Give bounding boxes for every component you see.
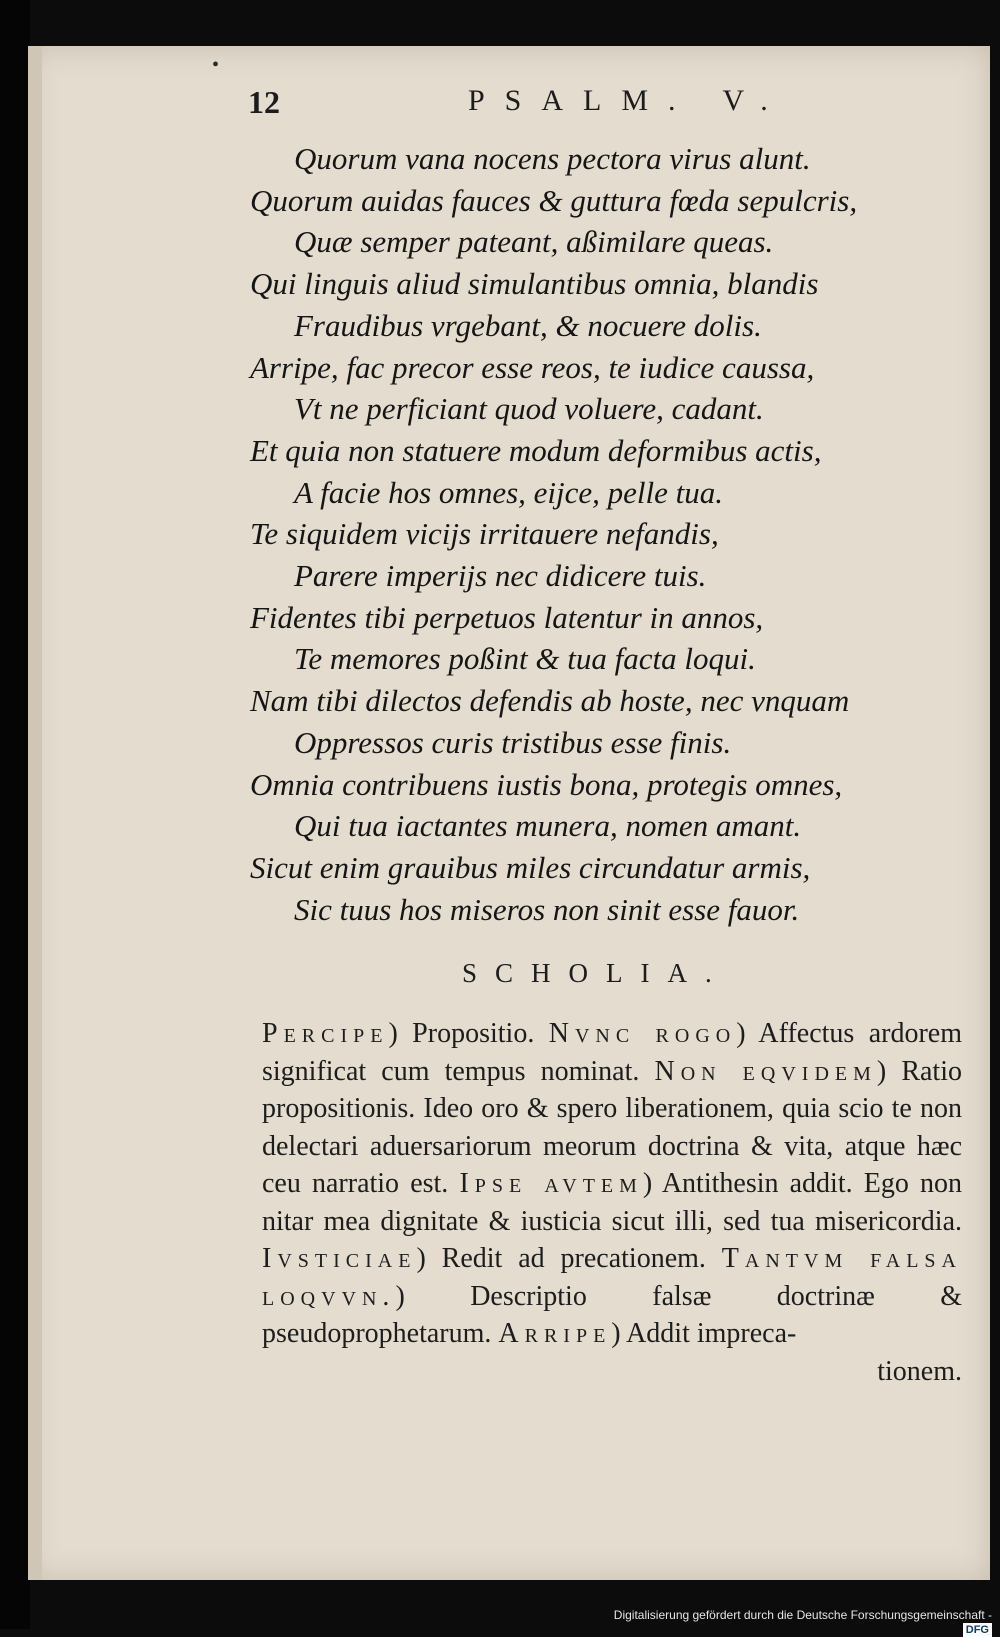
lemma-small-caps: Ivsticiae xyxy=(262,1243,417,1274)
lemma-small-caps: Arripe xyxy=(498,1318,612,1349)
lemma-small-caps: Non eqvidem xyxy=(654,1055,877,1087)
page-header xyxy=(0,84,1000,124)
scholia-heading: SCHOLIA. xyxy=(462,958,730,988)
lemma-small-caps: Tantvm falsa loqvvn. xyxy=(262,1243,962,1312)
verse-line: Quorum auidas fauces & guttura fœda sepulcris, xyxy=(250,182,858,218)
verse-line: Oppressos curis tristibus esse finis. xyxy=(294,724,732,760)
verse-line: Fidentes tibi perpetuos latentur in annos, xyxy=(250,599,764,635)
commentary-text: ) Ratio propositionis. Ideo oro & spero liberationem, quia scio te non delectari aduersariorum meorum doctrina & vita, atque hæc ceu narratio est. xyxy=(262,1055,962,1199)
verse-line: Sicut enim grauibus miles circundatur armis, xyxy=(250,849,811,885)
dfg-logo: DFG xyxy=(963,1623,992,1637)
lemma-small-caps: Nvnc rogo xyxy=(548,1018,737,1049)
running-head: PSALM. V. xyxy=(468,84,788,117)
verse-line: Te siquidem vicijs irritauere nefandis, xyxy=(250,516,719,552)
ink-mark: • xyxy=(212,54,220,76)
verse-line: Quæ semper pateant, aßimilare queas. xyxy=(294,224,774,260)
commentary-text: ) Redit ad precationem. xyxy=(416,1243,722,1274)
verse-line: Parere imperijs nec didicere tuis. xyxy=(294,558,707,594)
verse-line: Te memores poßint & tua facta loqui. xyxy=(294,641,756,677)
commentary-last-word: tionem. xyxy=(877,1355,962,1387)
verse-line: Omnia contribuens iustis bona, protegis omnes, xyxy=(250,766,843,802)
verse-line: Qui tua iactantes munera, nomen amant. xyxy=(294,808,802,844)
commentary-text: ) Affectus ardorem significat cum tempus nominat. xyxy=(262,1018,962,1087)
verse-line: A facie hos omnes, eijce, pelle tua. xyxy=(294,474,724,510)
verse-line: Vt ne perficiant quod voluere, cadant. xyxy=(294,391,764,427)
commentary-text: ) Antithesin addit. Ego non nitar mea dignitate & iusticia sicut illi, sed tua misericordia. xyxy=(262,1168,962,1237)
page-edge xyxy=(28,46,42,1580)
scan-background xyxy=(0,0,30,1629)
scholia-commentary xyxy=(262,1015,962,1390)
verse-line: Sic tuus hos miseros non sinit esse fauor. xyxy=(294,891,800,927)
verse-line: Et quia non statuere modum deformibus actis, xyxy=(250,432,822,468)
verse-line: Arripe, fac precor esse reos, te iudice caussa, xyxy=(250,349,815,385)
verse-line: Quorum vana nocens pectora virus alunt. xyxy=(294,141,811,176)
commentary-text: ) Descriptio falsæ doctrinæ & pseudoprophetarum. xyxy=(262,1280,962,1349)
commentary-text: ) Addit impreca- xyxy=(611,1318,797,1349)
verse-line: Fraudibus vrgebant, & nocuere dolis. xyxy=(294,307,762,343)
commentary-text: ) Propositio. xyxy=(388,1018,549,1049)
poem-verses xyxy=(250,138,970,930)
footer-text: Digitalisierung gefördert durch die Deutsche Forschungsgemeinschaft - xyxy=(613,1608,992,1622)
digitization-footer xyxy=(600,1608,992,1636)
verse-line: Qui linguis aliud simulantibus omnia, blandis xyxy=(250,266,819,302)
page-number: 12 xyxy=(248,84,280,120)
lemma-small-caps: Percipe xyxy=(262,1018,389,1049)
lemma-small-caps: Ipse avtem xyxy=(459,1168,643,1199)
verse-line: Nam tibi dilectos defendis ab hoste, nec vnquam xyxy=(250,683,850,719)
